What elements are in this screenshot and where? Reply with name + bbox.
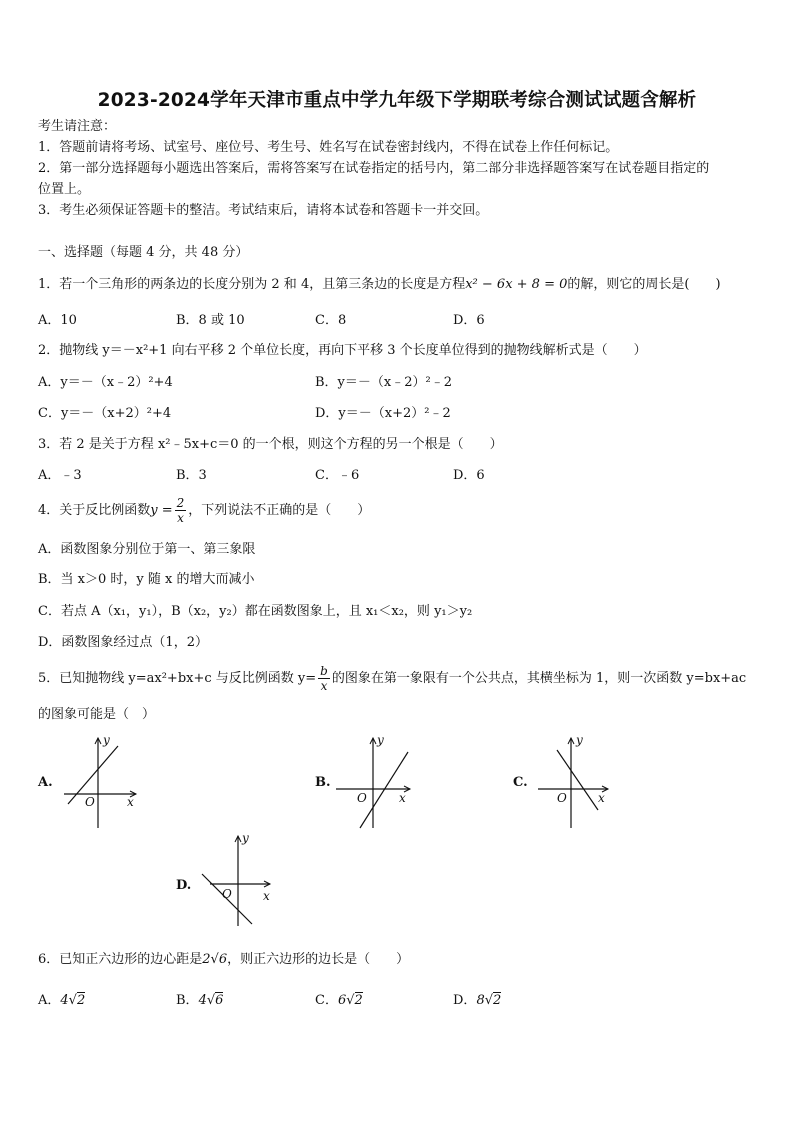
q5-prefix: 5．已知抛物线 y=ax²+bx+c 与反比例函数 y=	[38, 671, 317, 686]
origin-label: O	[357, 791, 367, 805]
q1-option-d: D．6	[453, 313, 485, 328]
function-line	[360, 752, 408, 828]
q6-apothem: 2√6	[202, 952, 228, 967]
q4-option-d: D．函数图象经过点（1，2）	[38, 635, 208, 650]
q6-option-b-letter: B．	[176, 993, 199, 1008]
q4-suffix: ，下列说法不正确的是（ ）	[188, 503, 371, 518]
q3-option-c: C．﹣6	[315, 468, 360, 483]
q4-option-b: B．当 x＞0 时，y 随 x 的增大而减小	[38, 572, 255, 587]
x-label: x	[263, 889, 270, 903]
q5-fraction	[318, 664, 330, 693]
q5-option-a-label: A.	[38, 775, 53, 790]
q1-equation: x² − 6x + 8 = 0	[465, 277, 568, 292]
sqrt-sign: √	[68, 993, 77, 1008]
y-label: y	[576, 733, 583, 747]
y-label: y	[103, 733, 110, 747]
q4-frac-num: 2	[176, 496, 185, 510]
question-1-stem	[38, 276, 721, 294]
sqrt-sign: √	[346, 993, 355, 1008]
x-label: x	[127, 795, 134, 809]
q1-suffix: 的解，则它的周长是( )	[567, 277, 721, 292]
q1-option-a: A．10	[38, 313, 77, 328]
y-label: y	[242, 831, 249, 845]
question-6-stem	[38, 951, 409, 969]
q3-option-a: A．﹣3	[38, 468, 82, 483]
q5-graph-b	[330, 732, 430, 832]
x-label: x	[399, 791, 406, 805]
q6-prefix: 6．已知正六边形的边心距是	[38, 952, 203, 967]
q6-option-b	[176, 992, 223, 1010]
q6-suffix: ，则正六边形的边长是（ ）	[227, 952, 410, 967]
q4-fraction	[175, 496, 187, 525]
q3-option-b: B．3	[176, 468, 207, 483]
origin-label: O	[557, 791, 567, 805]
question-4-stem	[38, 495, 370, 527]
q6-option-c	[315, 992, 363, 1010]
q4-option-c: C．若点 A（x₁，y₁），B（x₂，y₂）都在函数图象上，且 x₁＜x₂，则 y₁＞y₂	[38, 604, 473, 619]
q5-frac-den: x	[320, 679, 328, 693]
notice-item-2-cont: 位置上。	[38, 182, 91, 197]
q5-option-b-label: B.	[315, 775, 331, 790]
q2-option-a: A．y＝－（x﹣2）²+4	[38, 375, 173, 390]
y-label: y	[377, 733, 384, 747]
q1-prefix: 1．若一个三角形的两条边的长度分别为 2 和 4，且第三条边的长度是方程	[38, 277, 466, 292]
q6-option-a-radicand: 2	[76, 993, 86, 1008]
section-heading: 一、选择题（每题 4 分，共 48 分）	[38, 245, 249, 260]
question-3-stem: 3．若 2 是关于方程 x²﹣5x+c＝0 的一个根，则这个方程的另一个根是（ ）	[38, 437, 503, 452]
q2-option-d: D．y＝－（x+2）²﹣2	[315, 406, 451, 421]
notice-heading: 考生请注意：	[38, 119, 117, 134]
notice-item-3: 3．考生必须保证答题卡的整洁。考试结束后，请将本试卷和答题卡一并交回。	[38, 203, 489, 218]
origin-label: O	[85, 795, 95, 809]
q1-option-b: B．8 或 10	[176, 313, 245, 328]
notice-item-1: 1．答题前请将考场、试室号、座位号、考生号、姓名写在试卷密封线内，不得在试卷上作任何标记。	[38, 140, 619, 155]
origin-label: O	[222, 887, 232, 901]
question-5-stem	[38, 663, 746, 695]
q6-option-a-letter: A．	[38, 993, 61, 1008]
q6-option-b-radicand: 6	[215, 993, 224, 1008]
q6-option-c-radicand: 2	[354, 993, 363, 1008]
q2-option-b: B．y＝－（x﹣2）²﹣2	[315, 375, 452, 390]
q4-option-a: A．函数图象分别位于第一、第三象限	[38, 542, 256, 557]
q3-option-d: D．6	[453, 468, 485, 483]
question-5-stem-cont: 的图象可能是（ ）	[38, 707, 156, 722]
q5-frac-num: b	[320, 664, 328, 678]
x-label: x	[598, 791, 605, 805]
sqrt-sign: √	[206, 993, 216, 1008]
q5-option-c-label: C.	[513, 775, 528, 790]
q5-suffix: 的图象在第一象限有一个公共点，其横坐标为 1，则一次函数 y=bx+ac	[331, 671, 747, 686]
q4-func-lhs: y =	[150, 503, 173, 518]
q6-option-d-radicand: 2	[493, 993, 502, 1008]
sqrt-sign: √	[484, 993, 494, 1008]
q1-option-c: C．8	[315, 313, 347, 328]
q6-option-b-coef: 4	[198, 993, 207, 1008]
q4-frac-den: x	[177, 511, 184, 525]
q6-option-a	[38, 992, 85, 1010]
page-title: 2023-2024学年天津市重点中学九年级下学期联考综合测试试题含解析	[97, 90, 697, 111]
q6-option-a-coef: 4	[60, 993, 69, 1008]
question-2-stem: 2．抛物线 y＝－x²+1 向右平移 2 个单位长度，再向下平移 3 个长度单位得到的抛物线解析式是（ ）	[38, 343, 647, 358]
q5-option-d-label: D.	[176, 878, 192, 893]
notice-item-2: 2．第一部分选择题每小题选出答案后，需将答案写在试卷指定的括号内，第二部分非选择题答案写在试卷题目指定的	[38, 161, 710, 176]
q5-graph-d	[196, 830, 286, 930]
q4-prefix: 4．关于反比例函数	[38, 503, 151, 518]
q6-option-c-letter: C．	[315, 993, 338, 1008]
q6-option-c-coef: 6	[337, 993, 347, 1008]
q6-option-d-coef: 8	[476, 993, 485, 1008]
q6-option-d-letter: D．	[453, 993, 477, 1008]
q5-graph-a	[58, 732, 158, 832]
q5-graph-c	[530, 732, 630, 832]
q6-option-d	[453, 992, 501, 1010]
q2-option-c: C．y＝－（x+2）²+4	[38, 406, 172, 421]
